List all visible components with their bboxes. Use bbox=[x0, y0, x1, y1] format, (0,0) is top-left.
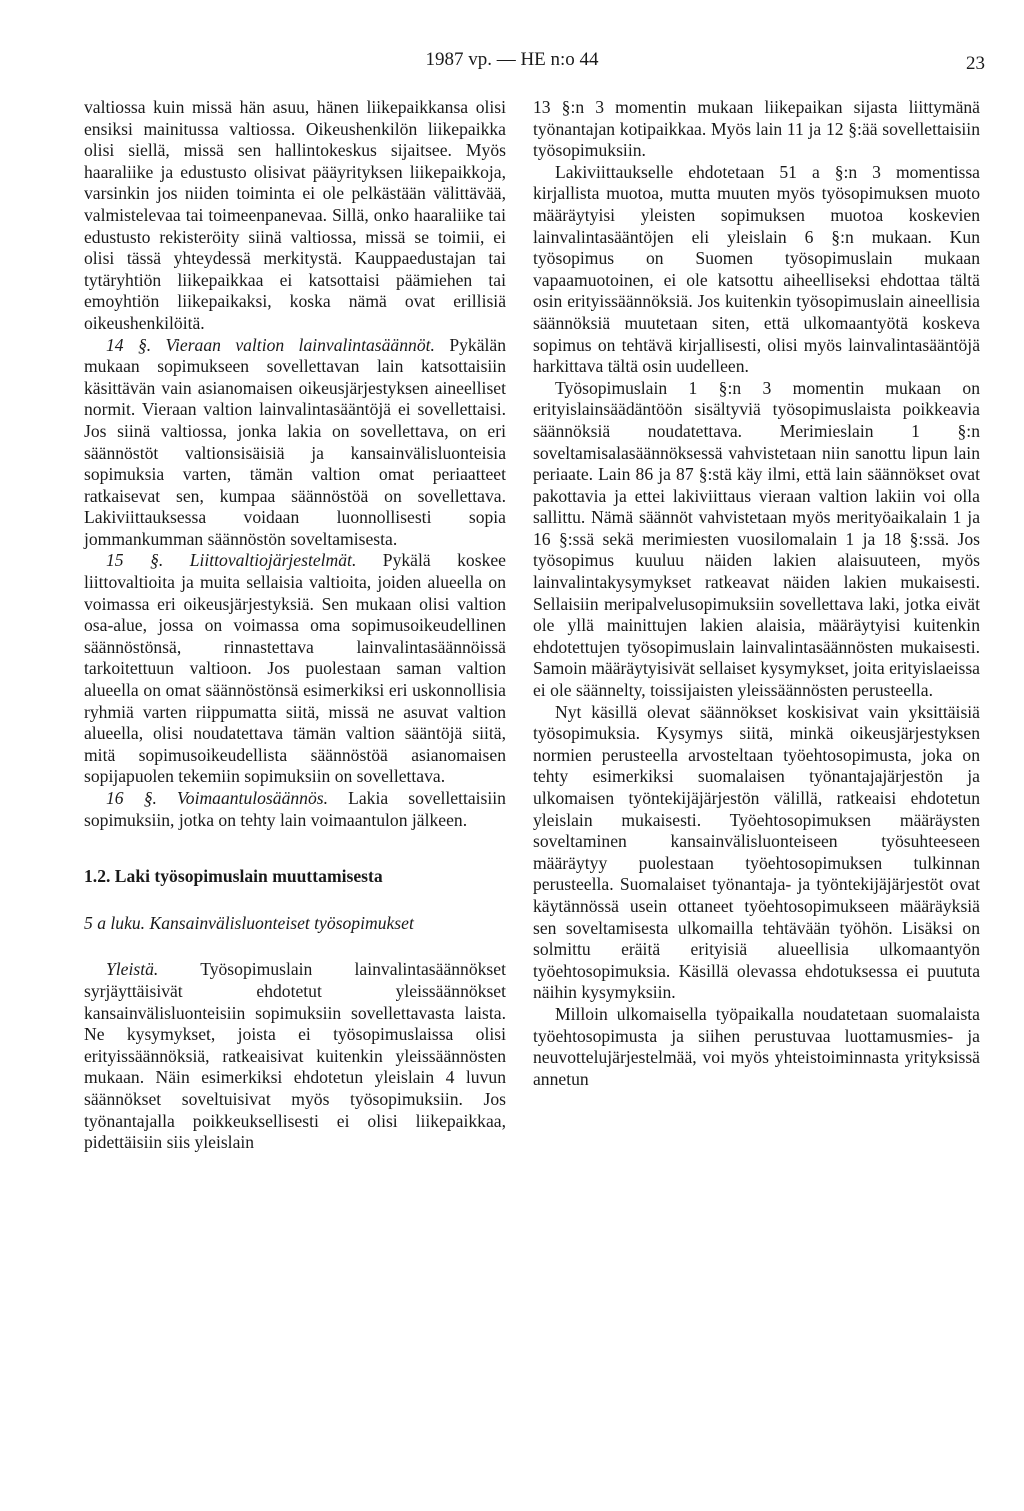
section-14-paragraph bbox=[84, 335, 506, 551]
section-15-paragraph bbox=[84, 550, 506, 788]
paragraph: Lakiviittaukselle ehdotetaan 51 a §:n 3 momentissa kirjallista muotoa, mutta muuten myös työsopimuksen muoto määräytyisi yleisten sopimuksen muotoa koskevien lainvalintasääntöjen eli yleislain 6 §:n mukaan. Kun työsopimus on Suomen työsopimuslain mukaan vapaamuotoinen, ei ole katsottu aiheelliseksi ehdottaa tältä osin erityissäännöksiä. Jos kuitenkin työsopimuslain aineellisia säännöksiä muutetaan siten, että ulkomaantyötä koskeva sopimus on tehtävä kirjallisesti, olisi myös lainvalintasääntöjä harkittava tältä osin uudelleen. bbox=[533, 161, 980, 377]
section-15-title: 15 §. Liittovaltiojärjestelmät. bbox=[106, 550, 357, 571]
paragraph: Nyt käsillä olevat säännökset koskisivat vain yksittäisiä työsopimuksia. Kysymys siitä, minkä oikeusjärjestyksen normien perusteella arvosteltaan työehtosopimusta, joka on tehty esimerkiksi suomalaisen työnantajajärjestön ja ulkomaisen työntekijäjärjestön välillä, ratkeaisi ehdotetun yleislain mukaisesti. Työehtosopimuksen määräysten soveltaminen kansainvälisluonteiseen työsuhteeseen määräytyy puolestaan työehtosopimuksen tulkinnan perusteella. Suomalaiset työnantaja- ja työntekijäjärjestöt ovat käytännössä usein ottaneet työehtosopimukseen määräyksiä sen soveltamisesta ulkomailla tehtävään työhön. Lisäksi on solmittu eräitä erityisiä alueellisia ulkomaantyön työehtosopimuksia. Käsillä olevassa ehdotuksessa ei puututa näihin kysymyksiin. bbox=[533, 701, 980, 1003]
general-paragraph bbox=[84, 959, 506, 1153]
spacer bbox=[84, 888, 506, 913]
spacer bbox=[84, 934, 506, 959]
paragraph: 13 §:n 3 momentin mukaan liikepaikan sijasta liittymänä työnantajan kotipaikkaa. Myös lain 11 ja 12 §:ää sovellettaisiin työsopimuksiin. bbox=[533, 97, 980, 161]
chapter-heading: 5 a luku. Kansainvälisluonteiset työsopimukset bbox=[84, 912, 414, 933]
running-head: 1987 vp. — HE n:o 44 bbox=[425, 49, 599, 70]
section-16-paragraph bbox=[84, 788, 506, 831]
paragraph: Milloin ulkomaisella työpaikalla noudatetaan suomalaista työehtosopimusta ja siihen perustuvaa luottamusmies- ja neuvottelujärjestelmää, voi myös yhteistoiminnasta yrityksissä annetun bbox=[533, 1003, 980, 1089]
left-column bbox=[84, 97, 506, 1154]
heading-1-2: 1.2. Laki työsopimuslain muuttamisesta bbox=[84, 866, 383, 887]
paragraph: Työsopimuslain 1 §:n 3 momentin mukaan on erityislainsäädäntöön sisältyviä työsopimuslaista poikkeavia säännöksiä noudatettava. Merimieslain 1 §:n soveltamisalasäännöksessä vahvistetaan niin sanottu lipun lain periaate. Lain 86 ja 87 §:stä käy ilmi, että lain säännökset ovat pakottavia ja ettei lakiviittaus vieraan valtion lakiin voi olla sallittu. Nämä säännöt vahvistetaan myös merityöaikalain 1 ja 16 §:ssä sekä merimiesten vuosilomalain 1 ja 18 §:ssä. Jos työsopimus kuuluu näiden lakien alaisuuteen, myös lainvalintakysymykset ratkeavat näiden lakien mukaisesti. Sellaisiin meripalvelusopimuksiin sovellettava laki, jotka eivät ole yllä mainittujen lakien alaisia, määräytyisi kuitenkin ehdotettujen työsopimuslain lainvalintasäännösten mukaisesti. Samoin määräytyisivät sellaiset kysymykset, joita erityislaeissa ei ole säännelty, toissijaisten yleissäännösten perusteella. bbox=[533, 377, 980, 701]
spacer bbox=[84, 831, 506, 866]
page-number: 23 bbox=[966, 53, 985, 74]
general-text: Työsopimuslain lainvalintasäännökset syrjäyttäisivät ehdotetut yleissäännökset kansainvälisluonteisiin sopimuksiin sovellettavasta laista. Ne kysymykset, joista ei työsopimuslaissa olisi erityissäännöksiä, ratkeaisivat kuitenkin yleissäännösten mukaan. Näin esimerkiksi ehdotetun yleislain 4 luvun säännökset soveltuisivat myös työsopimuksiin. Jos työnantajalla poikkeuksellisesti ei olisi liikepaikkaa, pidettäisiin siis yleislain bbox=[84, 959, 506, 1153]
page-header bbox=[0, 46, 1024, 74]
section-15-text: Pykälä koskee liittovaltioita ja muita sellaisia valtioita, joiden alueella on voimassa eri oikeusjärjestyksiä. Sen mukaan olisi valtion osa-alue, jossa on voimassa oma sopimusoikeudellinen säännöstönsä, rinnastettava lainvalintasäännöissä tarkoitettuun valtioon. Jos puolestaan saman valtion alueella on omat säännöstönsä esimerkiksi eri uskonnollisia ryhmiä varten riippumatta siitä, missä ne asuvat valtion alueella, olisi noudatettava tämän valtion sääntöjä siitä, mitä sopimusoikeudellista säännöstöä asianomaisen sopijapuolen tekemiin sopimuksiin on sovellettava. bbox=[84, 550, 506, 787]
section-14-text: Pykälän mukaan sopimukseen sovellettavan lain katsottaisiin käsittävän vain asianomaisen oikeusjärjestyksen aineelliset normit. Vieraan valtion lainvalintasääntöjä ei sovellettaisi. Jos siinä valtiossa, jonka lakia on sovellettava, on eri säännöstöt valtionsisäisiä ja kansainvälisluonteisia sopimuksia varten, tämän valtion omat periaatteet ratkaisevat sen, kumpaa säännöstöä on sovellettava. Lakiviittauksessa voidaan luonnollisesti sopia jommankumman säännöstön soveltamisesta. bbox=[84, 334, 506, 549]
section-14-title: 14 §. Vieraan valtion lainvalintasäännöt. bbox=[106, 334, 435, 355]
section-16-title: 16 §. Voimaantulosäännös. bbox=[106, 788, 329, 808]
paragraph-intro: valtiossa kuin missä hän asuu, hänen liikepaikkansa olisi ensiksi mainitussa valtiossa. Oikeushenkilön liikepaikka olisi siellä, missä sen hallintokeskus sijaitsee. Myös haaraliike ja edustusto olisivat pääyrityksen liikepaikkoja, varsinkin jos niiden toiminta ei ole pelkästään välittävää, valmistelevaa tai toimeenpanevaa. Sillä, onko haaraliike tai edustusto rekisteröity siinä valtiossa, missä se toimii, ei olisi tässä yhteydessä merkitystä. Kauppaedustajan tai tytäryhtiön liikepaikkaa ei katsottaisi päämiehen tai emoyhtiön liikepaikaksi, koska nämä ovat erillisiä oikeushenkilöitä. bbox=[84, 97, 506, 333]
general-title: Yleistä. bbox=[106, 959, 159, 980]
section-16-text: Lakia sovellettaisiin sopimuksiin, jotka on tehty lain voimaantulon jälkeen. bbox=[84, 788, 506, 830]
right-column bbox=[533, 97, 980, 1090]
